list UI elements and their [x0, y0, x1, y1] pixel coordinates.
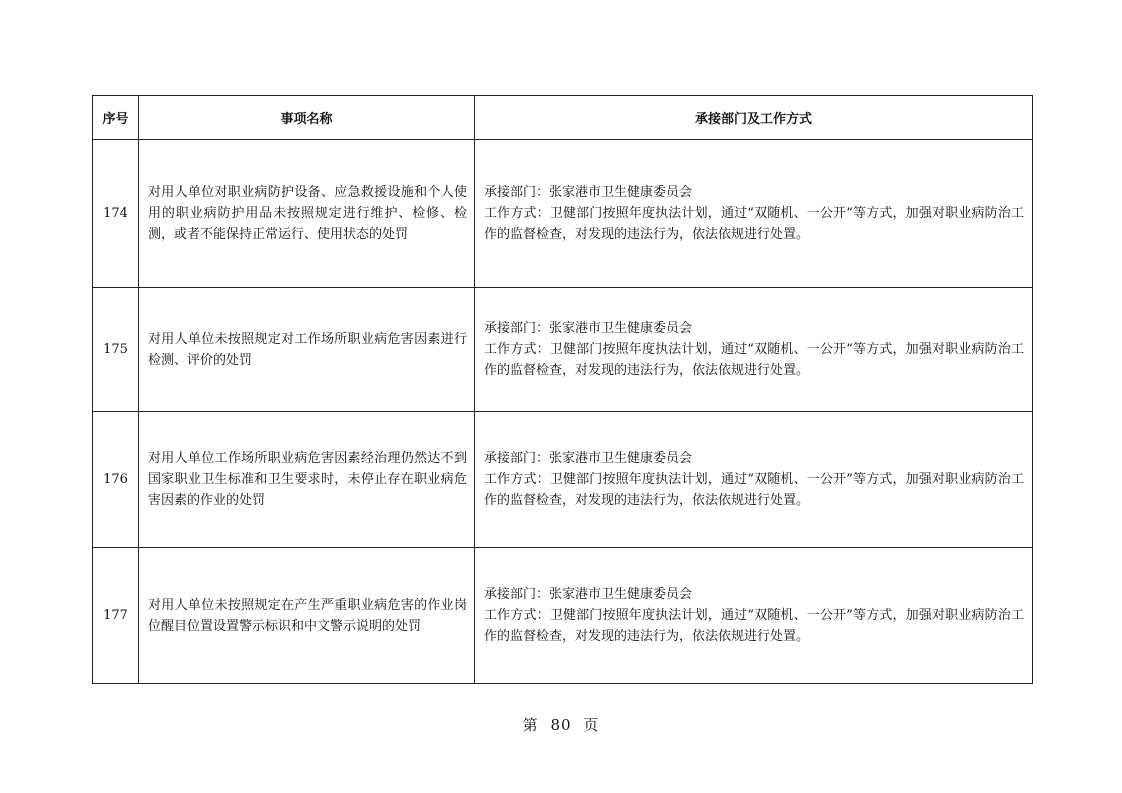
- row-item-name: 对用人单位未按照规定在产生严重职业病危害的作业岗位醒目位置设置警示标识和中文警示说明的处罚: [139, 548, 475, 684]
- table-row: [93, 548, 1033, 684]
- header-number: 序号: [93, 96, 139, 140]
- header-item-name: 事项名称: [139, 96, 475, 140]
- row-department-cell: [475, 412, 1033, 548]
- header-department: 承接部门及工作方式: [475, 96, 1033, 140]
- table-row: [93, 140, 1033, 288]
- row-department-cell: [475, 288, 1033, 412]
- page-number: 80: [550, 716, 572, 734]
- row-item-name: 对用人单位未按照规定对工作场所职业病危害因素进行检测、评价的处罚: [139, 288, 475, 412]
- row-item-name: 对用人单位对职业病防护设备、应急救援设施和个人使用的职业病防护用品未按照规定进行维护、检修、检测，或者不能保持正常运行、使用状态的处罚: [139, 140, 475, 288]
- row-department-cell: [475, 548, 1033, 684]
- table-row: [93, 288, 1033, 412]
- row-number: 176: [93, 412, 139, 548]
- row-item-name: 对用人单位工作场所职业病危害因素经治理仍然达不到国家职业卫生标准和卫生要求时，未停止存在职业病危害因素的作业的处罚: [139, 412, 475, 548]
- row-department: 承接部门：张家港市卫生健康委员会: [484, 185, 693, 200]
- row-method: 工作方式：卫健部门按照年度执法计划，通过“双随机、一公开”等方式，加强对职业病防治工作的监督检查，对发现的违法行为，依法依规进行处置。: [484, 472, 1024, 508]
- matters-table: [92, 95, 1033, 684]
- page-prefix: 第: [522, 716, 539, 734]
- row-number: 175: [93, 288, 139, 412]
- row-method: 工作方式：卫健部门按照年度执法计划，通过“双随机、一公开”等方式，加强对职业病防治工作的监督检查，对发现的违法行为，依法依规进行处置。: [484, 608, 1024, 644]
- row-number: 174: [93, 140, 139, 288]
- row-department: 承接部门：张家港市卫生健康委员会: [484, 451, 693, 466]
- table-row: [93, 412, 1033, 548]
- row-department: 承接部门：张家港市卫生健康委员会: [484, 587, 693, 602]
- page-footer: [0, 714, 1122, 735]
- row-method: 工作方式：卫健部门按照年度执法计划，通过“双随机、一公开”等方式，加强对职业病防治工作的监督检查，对发现的违法行为，依法依规进行处置。: [484, 206, 1024, 242]
- row-number: 177: [93, 548, 139, 684]
- page-suffix: 页: [583, 716, 600, 734]
- table-header-row: [93, 96, 1033, 140]
- row-department-cell: [475, 140, 1033, 288]
- row-method: 工作方式：卫健部门按照年度执法计划，通过“双随机、一公开”等方式，加强对职业病防治工作的监督检查，对发现的违法行为，依法依规进行处置。: [484, 342, 1024, 378]
- row-department: 承接部门：张家港市卫生健康委员会: [484, 321, 693, 336]
